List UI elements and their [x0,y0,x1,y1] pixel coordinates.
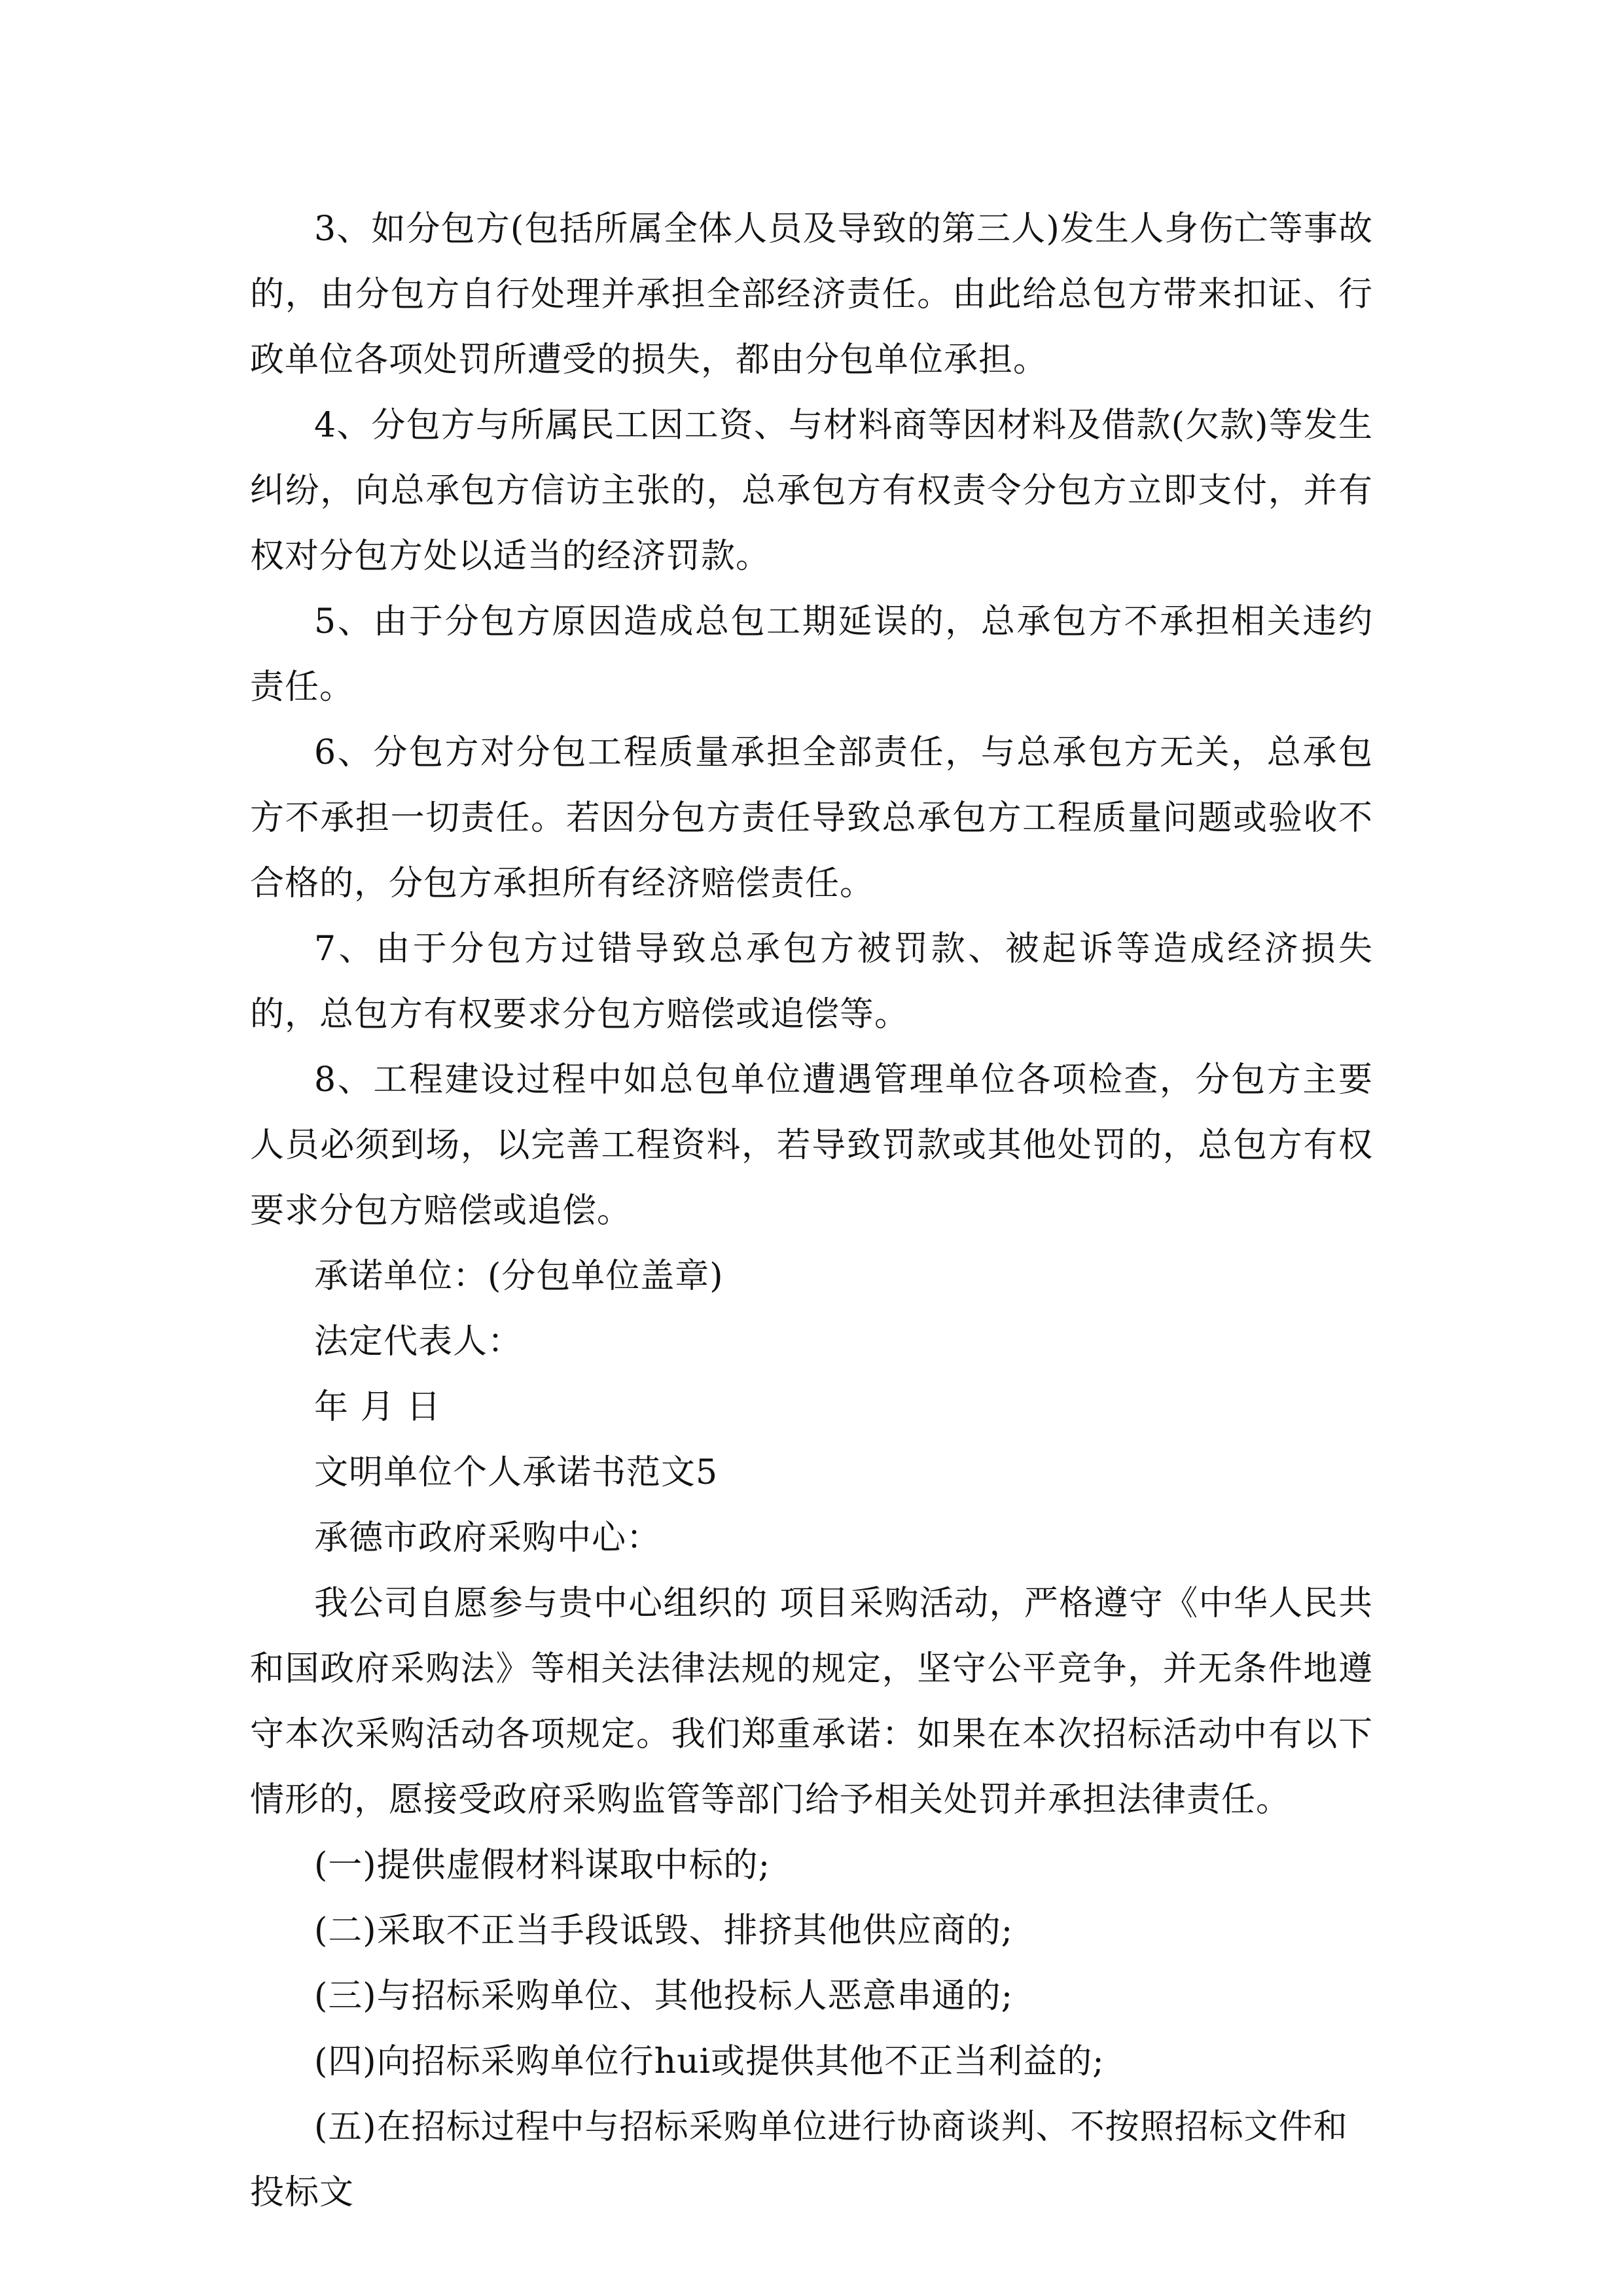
list-item-2: (二)采取不正当手段诋毁、排挤其他供应商的; [314,1911,1014,1950]
list-item-3: (三)与招标采购单位、其他投标人恶意串通的; [314,1977,1014,2016]
clause-8: 8、工程建设过程中如总包单位遭遇管理单位各项检查，分包方主要人员必须到场，以完善工程资料，若导致罚款或其他处罚的，总包方有权要求分包方赔偿或追偿。 [250,1060,1373,1230]
signature-unit: 承诺单位：(分包单位盖章) [314,1257,724,1296]
addressee: 承德市政府采购中心： [314,1518,662,1558]
clause-3: 3、如分包方(包括所属全体人员及导致的第三人)发生人身伤亡等事故的，由分包方自行处理并承担全部经济责任。由此给总包方带来扣证、行政单位各项处罚所遭受的损失，都由分包单位承担。 [250,209,1373,380]
clause-6: 6、分包方对分包工程质量承担全部责任，与总承包方无关，总承包方不承担一切责任。若因分包方责任导致总承包方工程质量问题或验收不合格的，分包方承担所有经济赔偿责任。 [250,733,1373,903]
list-item-1: (一)提供虚假材料谋取中标的; [314,1846,771,1885]
clause-4: 4、分包方与所属民工因工资、与材料商等因材料及借款(欠款)等发生纠纷，向总承包方信访主张的，总承包方有权责令分包方立即支付，并有权对分包方处以适当的经济罚款。 [250,406,1373,576]
signature-date: 年 月 日 [314,1388,442,1427]
document-page [250,196,1373,2225]
list-item-4: (四)向招标采购单位行hui或提供其他不正当利益的; [314,2042,1105,2081]
clause-7: 7、由于分包方过错导致总承包方被罚款、被起诉等造成经济损失的，总包方有权要求分包方赔偿或追偿等。 [250,929,1373,1034]
list-item-5: (五)在招标过程中与招标采购单位进行协商谈判、不按照招标文件和投标文 [250,2108,1348,2212]
clause-5: 5、由于分包方原因造成总包工期延误的，总承包方不承担相关违约责任。 [250,602,1373,707]
body-paragraph: 我公司自愿参与贵中心组织的 项目采购活动，严格遵守《中华人民共和国政府采购法》等相关法律法规的规定，坚守公平竞争，并无条件地遵守本次采购活动各项规定。我们郑重承诺：如果在本次招标活动中有以下情形的，愿接受政府采购监管等部门给予相关处罚并承担法律责任。 [250,1584,1373,1820]
signature-representative: 法定代表人： [314,1322,523,1361]
section-title: 文明单位个人承诺书范文5 [314,1453,719,1492]
